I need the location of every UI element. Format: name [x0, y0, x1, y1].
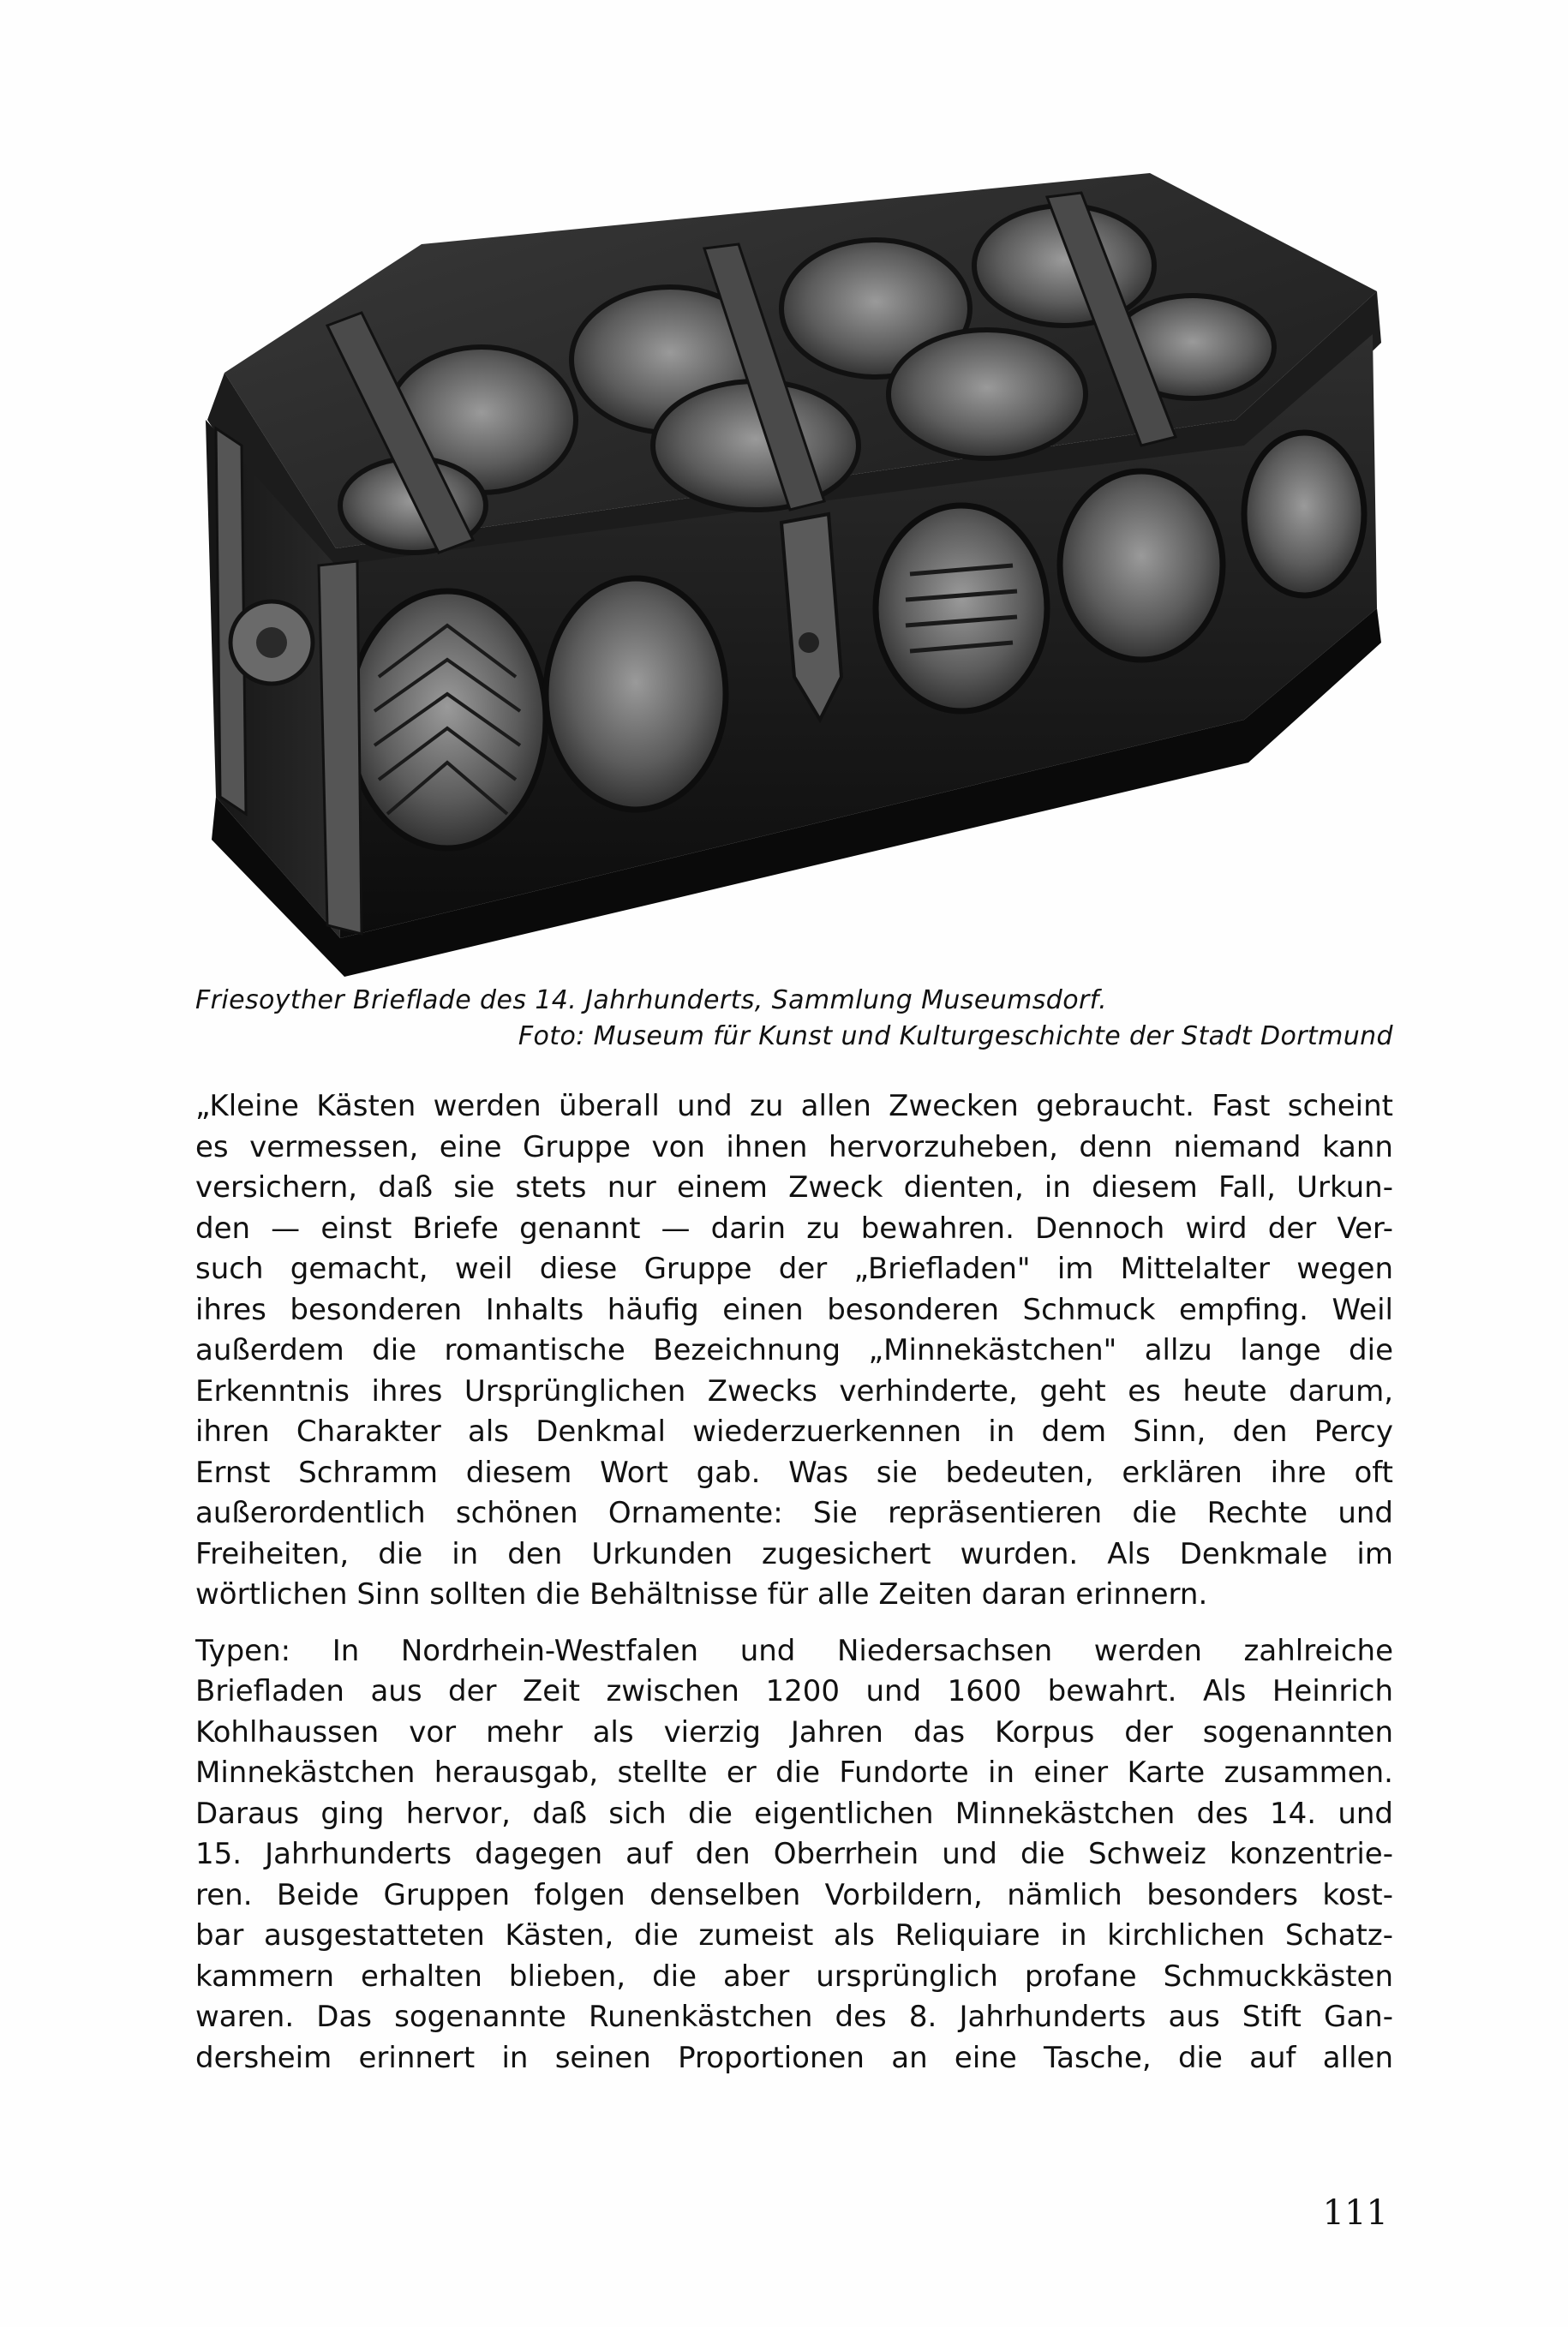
text-line: außerordentlich schönen Ornamente: Sie repräsentieren die Rechte und [195, 1496, 1393, 1530]
paragraph-2 [195, 1631, 1393, 2079]
text-line: Briefladen aus der Zeit zwischen 1200 und 1600 bewahrt. Als Heinrich [195, 1674, 1393, 1708]
figure-caption-credit: Foto: Museum für Kunst und Kulturgeschichte der Stadt Dortmund [518, 1021, 1393, 1051]
text-line: versichern, daß sie stets nur einem Zweck dienten, in diesem Fall, Urkun- [195, 1170, 1393, 1205]
text-line: ihres besonderen Inhalts häufig einen besonderen Schmuck empfing. Weil [195, 1292, 1393, 1327]
text-line: ren. Beide Gruppen folgen denselben Vorbildern, nämlich besonders kost- [195, 1877, 1393, 1912]
text-line: 15. Jahrhunderts dagegen auf den Oberrhein und die Schweiz konzentrie- [195, 1837, 1393, 1871]
carved-chest-illustration [190, 163, 1390, 977]
text-line: Typen: In Nordrhein-Westfalen und Niedersachsen werden zahlreiche [195, 1633, 1393, 1668]
text-line: „Kleine Kästen werden überall und zu allen Zwecken gebraucht. Fast scheint [195, 1089, 1393, 1123]
text-line: Minnekästchen herausgab, stellte er die Fundorte in einer Karte zusammen. [195, 1756, 1393, 1790]
page-number: 111 [1322, 2193, 1388, 2233]
text-line: es vermessen, eine Gruppe von ihnen hervorzuheben, denn niemand kann [195, 1129, 1393, 1164]
text-line: Erkenntnis ihres Ursprünglichen Zwecks verhinderte, geht es heute darum, [195, 1373, 1393, 1409]
text-line: such gemacht, weil diese Gruppe der „Briefladen" im Mittelalter wegen [195, 1252, 1393, 1286]
text-line: bar ausgestatteten Kästen, die zumeist als Reliquiare in kirchlichen Schatz- [195, 1918, 1393, 1953]
text-line: wörtlichen Sinn sollten die Behältnisse für alle Zeiten daran erinnern. [195, 1577, 1208, 1612]
text-line: Kohlhaussen vor mehr als vierzig Jahren das Korpus der sogenannten [195, 1714, 1393, 1750]
text-line: ihren Charakter als Denkmal wiederzuerkennen in dem Sinn, den Percy [195, 1415, 1393, 1449]
figure-caption-title: Friesoyther Brieflade des 14. Jahrhunderts, Sammlung Museumsdorf. [195, 985, 1108, 1015]
text-line: waren. Das sogenannte Runenkästchen des 8. Jahrhunderts aus Stift Gan- [195, 2000, 1393, 2034]
text-line: Daraus ging hervor, daß sich die eigentlichen Minnekästchen des 14. und [195, 1796, 1393, 1831]
text-line: dersheim erinnert in seinen Proportionen an eine Tasche, die auf allen [195, 2040, 1393, 2075]
text-line: kammern erhalten blieben, die aber ursprünglich profane Schmuckkästen [195, 1959, 1393, 1994]
text-line: außerdem die romantische Bezeichnung „Minnekästchen" allzu lange die [195, 1333, 1393, 1367]
text-line: Ernst Schramm diesem Wort gab. Was sie bedeuten, erklären ihre oft [195, 1455, 1393, 1490]
paragraph-1 [195, 1086, 1393, 1616]
main-text [195, 1086, 1393, 2079]
text-line: den — einst Briefe genannt — darin zu bewahren. Dennoch wird der Ver- [195, 1211, 1393, 1246]
brieflade-photograph [190, 163, 1390, 977]
text-line: Freiheiten, die in den Urkunden zugesichert wurden. Als Denkmale im [195, 1536, 1393, 1571]
